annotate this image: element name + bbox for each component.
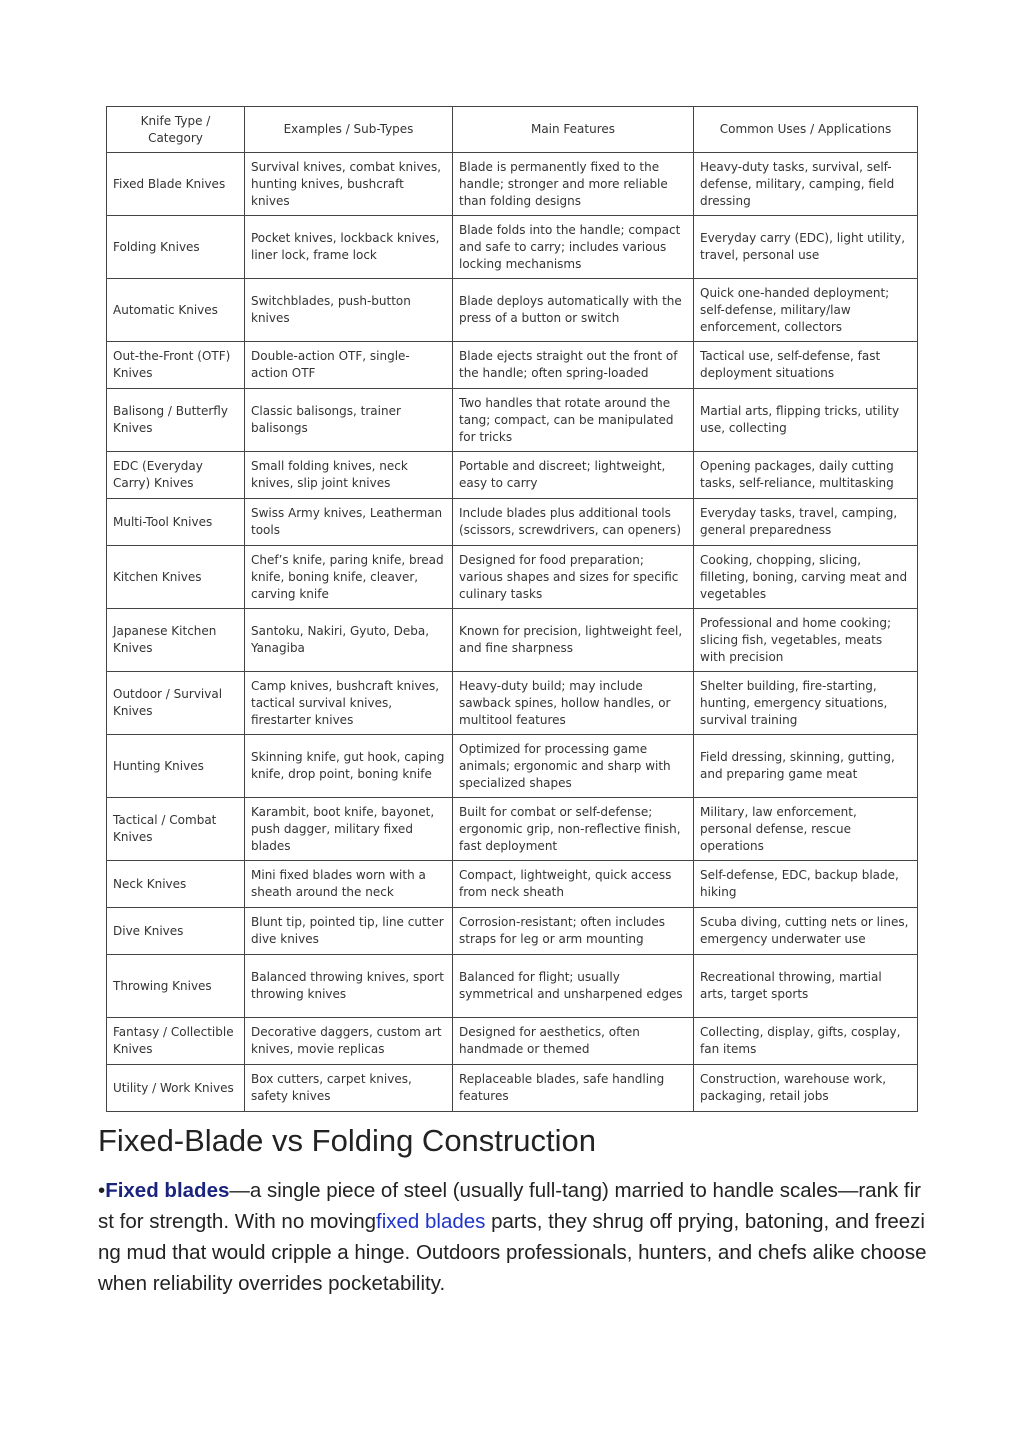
- cell-knife-type: Hunting Knives: [107, 735, 245, 798]
- cell-examples: Classic balisongs, trainer balisongs: [245, 389, 453, 452]
- cell-main-features: Blade deploys automatically with the press of a button or switch: [453, 279, 694, 342]
- cell-examples: Pocket knives, lockback knives, liner lock, frame lock: [245, 216, 453, 279]
- cell-examples: Karambit, boot knife, bayonet, push dagger, military fixed blades: [245, 798, 453, 861]
- bullet-glyph: •: [98, 1179, 106, 1202]
- cell-knife-type: Outdoor / Survival Knives: [107, 672, 245, 735]
- cell-common-uses: Field dressing, skinning, gutting, and preparing game meat: [694, 735, 918, 798]
- cell-examples: Chef’s knife, paring knife, bread knife, boning knife, cleaver, carving knife: [245, 546, 453, 609]
- cell-common-uses: Recreational throwing, martial arts, target sports: [694, 955, 918, 1018]
- cell-main-features: Blade folds into the handle; compact and safe to carry; includes various locking mechanisms: [453, 216, 694, 279]
- cell-knife-type: Out-the-Front (OTF) Knives: [107, 342, 245, 389]
- cell-examples: Survival knives, combat knives, hunting knives, bushcraft knives: [245, 153, 453, 216]
- cell-knife-type: Fantasy / Collectible Knives: [107, 1018, 245, 1065]
- cell-main-features: Designed for food preparation; various shapes and sizes for specific culinary tasks: [453, 546, 694, 609]
- fixed-blades-term: Fixed blades: [105, 1179, 230, 1202]
- cell-main-features: Known for precision, lightweight feel, and fine sharpness: [453, 609, 694, 672]
- section-title: Fixed-Blade vs Folding Construction: [98, 1123, 596, 1158]
- cell-main-features: Include blades plus additional tools (scissors, screwdrivers, can openers): [453, 499, 694, 546]
- cell-main-features: Replaceable blades, safe handling features: [453, 1065, 694, 1112]
- cell-common-uses: Construction, warehouse work, packaging, retail jobs: [694, 1065, 918, 1112]
- cell-main-features: Blade ejects straight out the front of the handle; often spring-loaded: [453, 342, 694, 389]
- cell-knife-type: Balisong / Butterfly Knives: [107, 389, 245, 452]
- cell-common-uses: Everyday tasks, travel, camping, general preparedness: [694, 499, 918, 546]
- cell-examples: Santoku, Nakiri, Gyuto, Deba, Yanagiba: [245, 609, 453, 672]
- table-row: [107, 861, 918, 908]
- table-body: [107, 153, 918, 1112]
- cell-main-features: Designed for aesthetics, often handmade or themed: [453, 1018, 694, 1065]
- cell-examples: Swiss Army knives, Leatherman tools: [245, 499, 453, 546]
- cell-common-uses: Heavy-duty tasks, survival, self-defense, military, camping, field dressing: [694, 153, 918, 216]
- cell-common-uses: Everyday carry (EDC), light utility, travel, personal use: [694, 216, 918, 279]
- table-row: [107, 735, 918, 798]
- header-common-uses: Common Uses / Applications: [694, 107, 918, 153]
- cell-main-features: Balanced for flight; usually symmetrical and unsharpened edges: [453, 955, 694, 1018]
- cell-examples: Balanced throwing knives, sport throwing knives: [245, 955, 453, 1018]
- table-row: [107, 499, 918, 546]
- cell-common-uses: Cooking, chopping, slicing, filleting, boning, carving meat and vegetables: [694, 546, 918, 609]
- header-examples: Examples / Sub-Types: [245, 107, 453, 153]
- cell-common-uses: Scuba diving, cutting nets or lines, emergency underwater use: [694, 908, 918, 955]
- table-row: [107, 908, 918, 955]
- cell-knife-type: Throwing Knives: [107, 955, 245, 1018]
- cell-common-uses: Professional and home cooking; slicing fish, vegetables, meats with precision: [694, 609, 918, 672]
- table-row: [107, 955, 918, 1018]
- table-row: [107, 153, 918, 216]
- cell-knife-type: Automatic Knives: [107, 279, 245, 342]
- cell-main-features: Compact, lightweight, quick access from neck sheath: [453, 861, 694, 908]
- table-row: [107, 342, 918, 389]
- table-row: [107, 798, 918, 861]
- table-row: [107, 546, 918, 609]
- cell-examples: Decorative daggers, custom art knives, movie replicas: [245, 1018, 453, 1065]
- cell-knife-type: EDC (Everyday Carry) Knives: [107, 452, 245, 499]
- table-row: [107, 1065, 918, 1112]
- cell-knife-type: Folding Knives: [107, 216, 245, 279]
- cell-knife-type: Fixed Blade Knives: [107, 153, 245, 216]
- table-row: [107, 1018, 918, 1065]
- cell-knife-type: Tactical / Combat Knives: [107, 798, 245, 861]
- table-row: [107, 279, 918, 342]
- cell-main-features: Heavy-duty build; may include sawback spines, hollow handles, or multitool features: [453, 672, 694, 735]
- table-row: [107, 452, 918, 499]
- cell-common-uses: Quick one-handed deployment; self-defense, military/law enforcement, collectors: [694, 279, 918, 342]
- cell-examples: Mini fixed blades worn with a sheath around the neck: [245, 861, 453, 908]
- cell-common-uses: Tactical use, self-defense, fast deployment situations: [694, 342, 918, 389]
- header-knife-type: Knife Type / Category: [107, 107, 245, 153]
- paragraph-text-part-1: —a single piece of steel (usually full-tang) married to handle scales—rank first for strength. With no moving: [98, 1179, 921, 1233]
- cell-knife-type: Utility / Work Knives: [107, 1065, 245, 1112]
- cell-knife-type: Neck Knives: [107, 861, 245, 908]
- cell-main-features: Two handles that rotate around the tang; compact, can be manipulated for tricks: [453, 389, 694, 452]
- table-row: [107, 609, 918, 672]
- cell-common-uses: Self-defense, EDC, backup blade, hiking: [694, 861, 918, 908]
- table-header-row: [107, 107, 918, 153]
- header-main-features: Main Features: [453, 107, 694, 153]
- table-row: [107, 672, 918, 735]
- cell-examples: Camp knives, bushcraft knives, tactical survival knives, firestarter knives: [245, 672, 453, 735]
- cell-examples: Blunt tip, pointed tip, line cutter dive knives: [245, 908, 453, 955]
- cell-knife-type: Multi-Tool Knives: [107, 499, 245, 546]
- cell-knife-type: Kitchen Knives: [107, 546, 245, 609]
- cell-examples: Switchblades, push-button knives: [245, 279, 453, 342]
- knife-types-table: [106, 106, 918, 1112]
- cell-main-features: Built for combat or self-defense; ergonomic grip, non-reflective finish, fast deployment: [453, 798, 694, 861]
- cell-main-features: Portable and discreet; lightweight, easy to carry: [453, 452, 694, 499]
- cell-knife-type: Dive Knives: [107, 908, 245, 955]
- cell-examples: Skinning knife, gut hook, caping knife, drop point, boning knife: [245, 735, 453, 798]
- fixed-blades-paragraph: [98, 1175, 928, 1299]
- cell-knife-type: Japanese Kitchen Knives: [107, 609, 245, 672]
- cell-common-uses: Shelter building, fire-starting, hunting, emergency situations, survival training: [694, 672, 918, 735]
- cell-examples: Double-action OTF, single-action OTF: [245, 342, 453, 389]
- cell-examples: Box cutters, carpet knives, safety knives: [245, 1065, 453, 1112]
- cell-examples: Small folding knives, neck knives, slip joint knives: [245, 452, 453, 499]
- cell-common-uses: Collecting, display, gifts, cosplay, fan items: [694, 1018, 918, 1065]
- cell-common-uses: Opening packages, daily cutting tasks, self-reliance, multitasking: [694, 452, 918, 499]
- fixed-blades-link[interactable]: fixed blades: [376, 1210, 486, 1233]
- cell-main-features: Blade is permanently fixed to the handle; stronger and more reliable than folding designs: [453, 153, 694, 216]
- cell-common-uses: Military, law enforcement, personal defense, rescue operations: [694, 798, 918, 861]
- table-row: [107, 216, 918, 279]
- paragraph-text-part-2: parts, they shrug off prying, batoning, and freezing mud that would cripple a hinge. Outdoors professionals, hunters, and chefs alike choose when reliability overrides pocketability.: [98, 1210, 927, 1295]
- cell-main-features: Optimized for processing game animals; ergonomic and sharp with specialized shapes: [453, 735, 694, 798]
- cell-main-features: Corrosion-resistant; often includes straps for leg or arm mounting: [453, 908, 694, 955]
- cell-common-uses: Martial arts, flipping tricks, utility use, collecting: [694, 389, 918, 452]
- table-row: [107, 389, 918, 452]
